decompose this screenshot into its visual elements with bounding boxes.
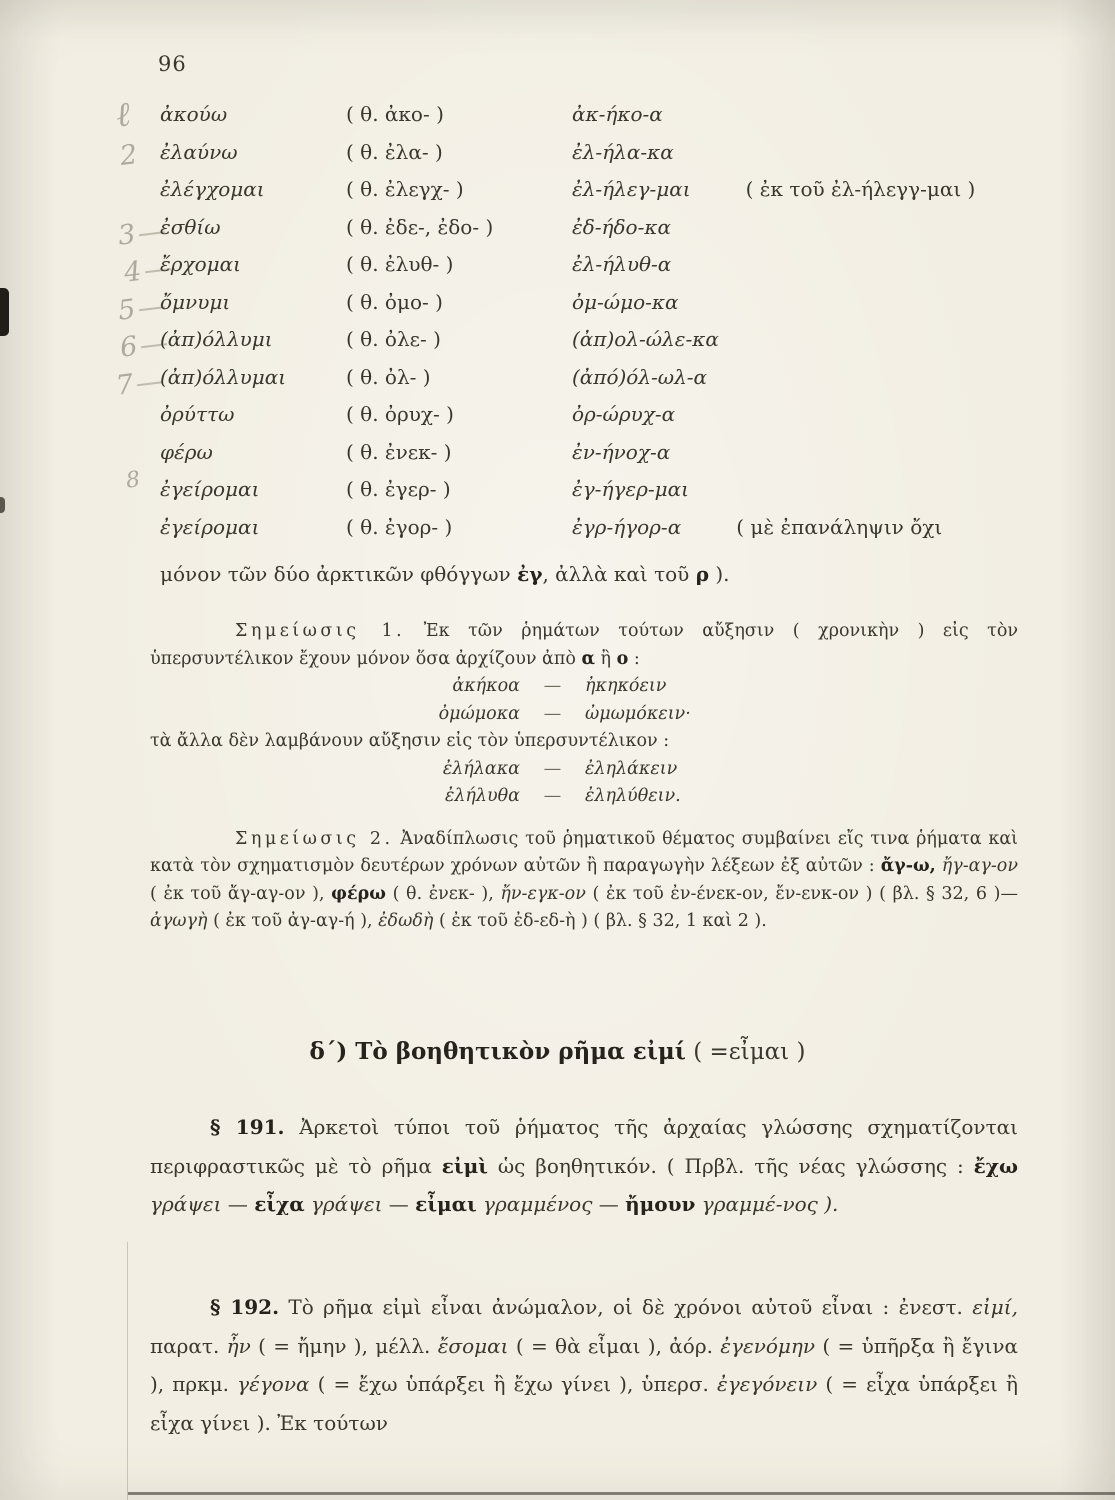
note-2-label: Σημείωσις 2. xyxy=(235,828,394,849)
note-1 xyxy=(150,618,1018,673)
pluperfect-form: ἐληλύθειν. xyxy=(585,786,681,806)
perfect-cell: ἐν-ήνοχ-α xyxy=(572,439,671,464)
note-1-text: Ἐκ τῶν ῥημάτων τούτων αὔξησιν ( χρονικὴν ) εἰς τὸν ὑπερσυντέλικον ἔχουν μόνον ὅσα ἀρχίζουν ἀπὸ α ἢ ο : xyxy=(150,621,1019,669)
pencil-margin-mark: 3 xyxy=(116,215,167,252)
pencil-margin-mark: ℓ xyxy=(113,94,133,136)
note-1-mid-text: τὰ ἄλλα δὲν λαμβάνουν αὔξησιν εἰς τὸν ὑπερσυντέλικον : xyxy=(150,731,670,751)
page-bottom-edge-line xyxy=(128,1492,1115,1495)
note-2 xyxy=(150,826,1018,936)
table-row xyxy=(160,252,1028,290)
perfect-form: ἀκήκοα xyxy=(452,676,520,696)
verb-cell: ἐγείρομαι xyxy=(160,514,260,539)
example-pair xyxy=(405,783,1018,811)
verb-cell: ὄμνυμι xyxy=(160,289,231,314)
stem-cell: ( θ. ἀκο- ) xyxy=(346,102,444,126)
page-number: 96 xyxy=(158,52,187,76)
stem-cell: ( θ. ἐνεκ- ) xyxy=(346,439,452,464)
perfect-cell: ὀμ-ώμο-κα xyxy=(572,289,679,314)
perfect-cell: ὀρ-ώρυχ-α xyxy=(572,402,676,426)
verb-cell: ἐλέγχομαι xyxy=(160,177,265,201)
note-2-text: Ἀναδίπλωσις τοῦ ῥηματικοῦ θέματος συμβαίνει εἴς τινα ῥήματα καὶ κατὰ τὸν σχηματισμὸν δευτέρων χρόνων αὐτῶν ἢ παραγωγὴν λέξεων ἐξ αὐτῶν : ἄγ-ω, ἤγ-αγ-ον ( ἐκ τοῦ ἄγ-αγ-ον ), φέρω ( θ. ἐνεκ- ), ἤν-εγκ-ον ( ἐκ τοῦ ἐν-ένεκ-ον, ἔν-ενκ-ον ) ( βλ. § 32, 6 )—ἀγωγὴ ( ἐκ τοῦ ἀγ-αγ-ή ), ἐδωδὴ ( ἐκ τοῦ ἐδ-εδ-ὴ ) ( βλ. § 32, 1 καὶ 2 ). xyxy=(150,828,1018,931)
verb-cell: ὀρύττω xyxy=(160,402,235,426)
table-row xyxy=(160,477,1028,515)
perfect-cell: ἐλ-ήλεγ-μαι ( ἐκ τοῦ ἐλ-ήλεγγ-μαι ) xyxy=(572,177,976,201)
stem-cell: ( θ. ἐλα- ) xyxy=(346,139,443,164)
perfect-note: ( ἐκ τοῦ ἐλ-ήλεγγ-μαι ) xyxy=(745,177,976,201)
pencil-margin-mark: 5 xyxy=(116,290,167,327)
table-row xyxy=(160,290,1028,328)
stem-cell: ( θ. ἐδε-, ἐδο- ) xyxy=(346,214,494,239)
table-row xyxy=(160,365,1028,403)
paragraph-192: § 192. Τὸ ρῆμα εἰμὶ εἶναι ἀνώμαλον, οἱ δὲ χρόνοι αὐτοῦ εἶναι : ἐνεστ. εἰμί, παρατ. ἦν ( = ἤμην ), μέλλ. ἔσομαι ( = θὰ εἶμαι ), ἀόρ. ἐγενόμην ( = ὑπῆρξα ἢ ἔγινα ), πρκμ. γέγονα ( = ἔχω ὑπάρξει ἢ ἔχω γίνει ), ὑπερσ. ἐγεγόνειν ( = εἶχα ὑπάρξει ἢ εἶχα γίνει ). Ἐκ τούτων xyxy=(150,1295,1018,1435)
perfect-form: ἐλήλακα xyxy=(442,758,520,779)
perfect-cell: ἐδ-ήδο-κα xyxy=(572,214,671,239)
dash: — xyxy=(543,676,562,696)
pencil-margin-mark: 4 xyxy=(122,252,173,289)
table-continuation-line: μόνον τῶν δύο ἀρκτικῶν φθόγγων ἐγ, ἀλλὰ καὶ τοῦ ρ ). xyxy=(160,562,730,586)
stem-cell: ( θ. ἐλυθ- ) xyxy=(346,252,454,276)
stem-cell: ( θ. ὀμο- ) xyxy=(346,289,443,314)
notes-section xyxy=(150,618,1018,936)
verb-cell: ἐγείρομαι xyxy=(160,477,260,501)
perfect-cell: ἐλ-ήλυθ-α xyxy=(572,252,672,276)
verb-cell: ἐλαύνω xyxy=(160,139,238,164)
verb-cell: φέρω xyxy=(160,439,213,464)
perfect-form: ὀμώμοκα xyxy=(438,703,520,724)
example-pair xyxy=(405,756,1018,784)
perfect-form: ἐλήλυθα xyxy=(444,786,520,806)
stem-cell: ( θ. ἐγορ- ) xyxy=(346,514,453,539)
perfect-cell: ἐλ-ήλα-κα xyxy=(572,139,674,164)
pencil-margin-mark: 7 xyxy=(114,365,165,402)
section-heading: δ΄) Τὸ βοηθητικὸν ρῆμα εἰμί ( =εἶμαι ) xyxy=(309,1038,806,1065)
perfect-cell: ἀκ-ήκο-α xyxy=(572,102,663,126)
perfect-cell: (ἀπ)ολ-ώλε-κα xyxy=(572,327,719,351)
stem-cell: ( θ. ἐγερ- ) xyxy=(346,477,451,501)
note-1-label: Σημείωσις 1. xyxy=(235,621,406,641)
page-edge-ink-blob xyxy=(0,288,9,336)
stem-cell: ( θ. ὀλ- ) xyxy=(346,364,431,389)
verb-cell: ἀκούω xyxy=(160,102,228,126)
verb-cell: (ἀπ)όλλυμαι xyxy=(160,364,287,389)
pluperfect-form: ἐληλάκειν xyxy=(585,758,678,779)
verb-cell: (ἀπ)όλλυμι xyxy=(160,327,273,351)
verb-cell: ἐσθίω xyxy=(160,214,221,239)
table-row xyxy=(160,327,1028,365)
pluperfect-form: ὠμωμόκειν· xyxy=(585,703,691,724)
table-row xyxy=(160,140,1028,178)
dash: — xyxy=(543,703,562,724)
dash: — xyxy=(543,786,562,806)
verb-table xyxy=(160,102,1028,589)
perfect-note: ( μὲ ἐπανάληψιν ὄχι xyxy=(736,514,943,539)
table-row xyxy=(160,440,1028,478)
stem-cell: ( θ. ὀρυχ- ) xyxy=(346,402,454,426)
perfect-cell: ἐγρ-ήγορ-α ( μὲ ἐπανάληψιν ὄχι xyxy=(572,514,943,539)
table-row xyxy=(160,102,1028,140)
pencil-margin-mark: 8 xyxy=(124,467,142,494)
table-row xyxy=(160,177,1028,215)
pluperfect-form: ἠκηκόειν xyxy=(585,676,667,696)
perfect-cell: (ἀπό)όλ-ωλ-α xyxy=(572,364,708,389)
verb-cell: ἔρχομαι xyxy=(160,252,241,276)
stem-cell: ( θ. ἐλεγχ- ) xyxy=(346,177,464,201)
paragraph-191: § 191. Ἀρκετοὶ τύποι τοῦ ῥήματος τῆς ἀρχαίας γλώσσης σχηματίζονται περιφραστικῶς μὲ τὸ ρῆμα εἰμὶ ὡς βοηθητικόν. ( Πρβλ. τῆς νέας γλώσσης : ἔχω γράψει — εἶχα γράψει — εἶμαι γραμμένος — ἤμουν γραμμέ-νος ). xyxy=(150,1115,1018,1216)
pencil-margin-mark: 2 xyxy=(118,139,140,172)
stem-cell: ( θ. ὀλε- ) xyxy=(346,327,441,351)
page-fold-line xyxy=(127,1242,128,1500)
example-pair xyxy=(405,701,1018,729)
table-row xyxy=(160,402,1028,440)
table-row xyxy=(160,515,1028,553)
example-pair xyxy=(405,673,1018,701)
page-edge-mark xyxy=(0,497,5,513)
perfect-cell: ἐγ-ήγερ-μαι xyxy=(572,477,689,501)
table-row xyxy=(160,215,1028,253)
dash: — xyxy=(543,758,562,779)
pencil-margin-mark: 6 xyxy=(118,327,169,364)
